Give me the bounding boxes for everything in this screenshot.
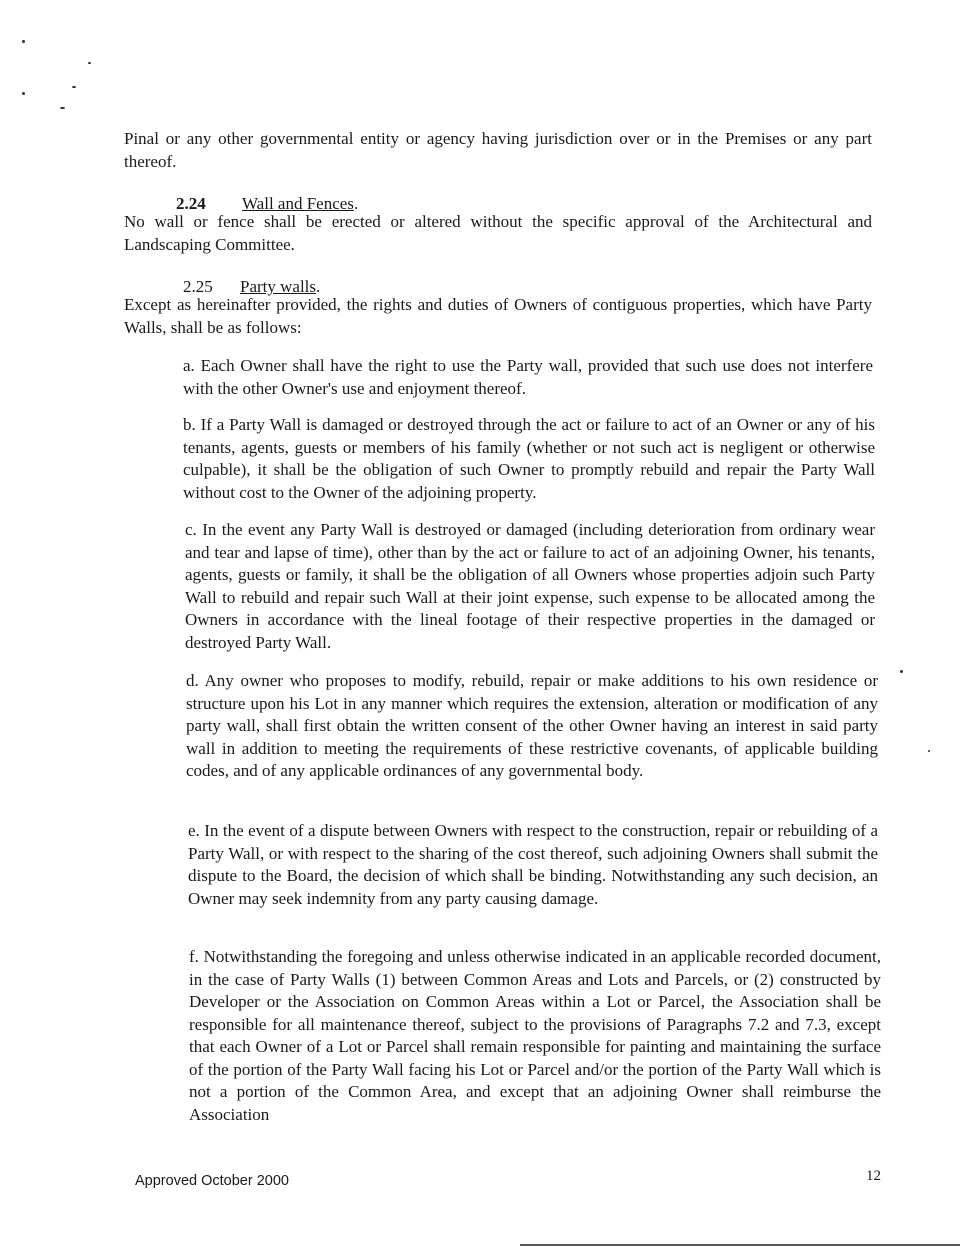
list-item-a: a. Each Owner shall have the right to use the Party wall, provided that such use does not interfere with the other Owner's use and enjoyment thereof. [183, 356, 873, 398]
approval-footer: Approved October 2000 [135, 1173, 289, 1189]
scan-speck [88, 62, 91, 64]
scan-edge-line [520, 1244, 960, 1246]
scan-speck [60, 107, 65, 109]
section-title-suffix: . [353, 194, 359, 213]
list-item-c: c. In the event any Party Wall is destroyed or damaged (including deterioration from ordinary wear and tear and lapse of time), other than by the act or failure to act of an adjoining Owner, his tenants, agents, guests or family, it shall be the obligation of all Owners whose properties adjoin such Party Wall to rebuild and repair such Wall at their joint expense, such expense to be allocated among the Owners in accordance with the lineal footage of their respective properties in the damaged or destroyed Party Wall. [185, 520, 875, 652]
section-title: Party walls [240, 277, 317, 296]
list-item-b: b. If a Party Wall is damaged or destroyed through the act or failure to act of an Owner or any of his tenants, agents, guests or members of his family (whether or not such act is negligent or otherwise culpable), it shall be the obligation of such Owner to promptly rebuild and repair the Party Wall without cost to the Owner of the adjoining property. [183, 415, 875, 502]
list-item-e: e. In the event of a dispute between Owners with respect to the construction, repair or rebuilding of a Party Wall, or with respect to the sharing of the cost thereof, such adjoining Owners shall submit the dispute to the Board, the decision of which shall be binding. Notwithstanding any such decision, an Owner may seek indemnity from any party causing damage. [188, 821, 878, 908]
section-number: 2.24 [176, 194, 206, 213]
page-number: 12 [866, 1168, 881, 1184]
section-title: Wall and Fences [242, 194, 354, 213]
scan-speck [22, 40, 25, 43]
list-item-d: d. Any owner who proposes to modify, rebuild, repair or make additions to his own residence or structure upon his Lot in any manner which requires the extension, alteration or modification of any party wall, shall first obtain the written consent of the other Owner having an interest in said party wall in addition to meeting the requirements of these restrictive covenants, of applicable building codes, and of any applicable ordinances of any governmental body. [186, 671, 878, 780]
section-number: 2.25 [183, 277, 213, 296]
scan-speck [72, 86, 76, 88]
scan-speck [22, 92, 25, 95]
scan-speck [928, 750, 930, 752]
section-2-25-body: Except as hereinafter provided, the rights and duties of Owners of contiguous properties, which have Party Walls, shall be as follows: [124, 295, 872, 337]
list-item-f: f. Notwithstanding the foregoing and unless otherwise indicated in an applicable recorded document, in the case of Party Walls (1) between Common Areas and Lots and Parcels, or (2) constructed by Developer or the Association on Common Areas within a Lot or Parcel, the Association shall be responsible for all maintenance thereof, subject to the provisions of Paragraphs 7.2 and 7.3, except that each Owner of a Lot or Parcel shall remain responsible for painting and maintaining the surface of the portion of the Party Wall facing his Lot or Parcel and/or the portion of the Party Wall which is not a portion of the Common Area, and except that an adjoining Owner shall reimburse the Association [189, 947, 881, 1124]
section-2-24-body: No wall or fence shall be erected or altered without the specific approval of the Architectural and Landscaping Committee. [124, 212, 872, 254]
section-title-suffix: . [316, 277, 321, 296]
scan-speck [900, 670, 903, 673]
intro-paragraph: Pinal or any other governmental entity or agency having jurisdiction over or in the Premises or any part thereof. [124, 129, 872, 171]
